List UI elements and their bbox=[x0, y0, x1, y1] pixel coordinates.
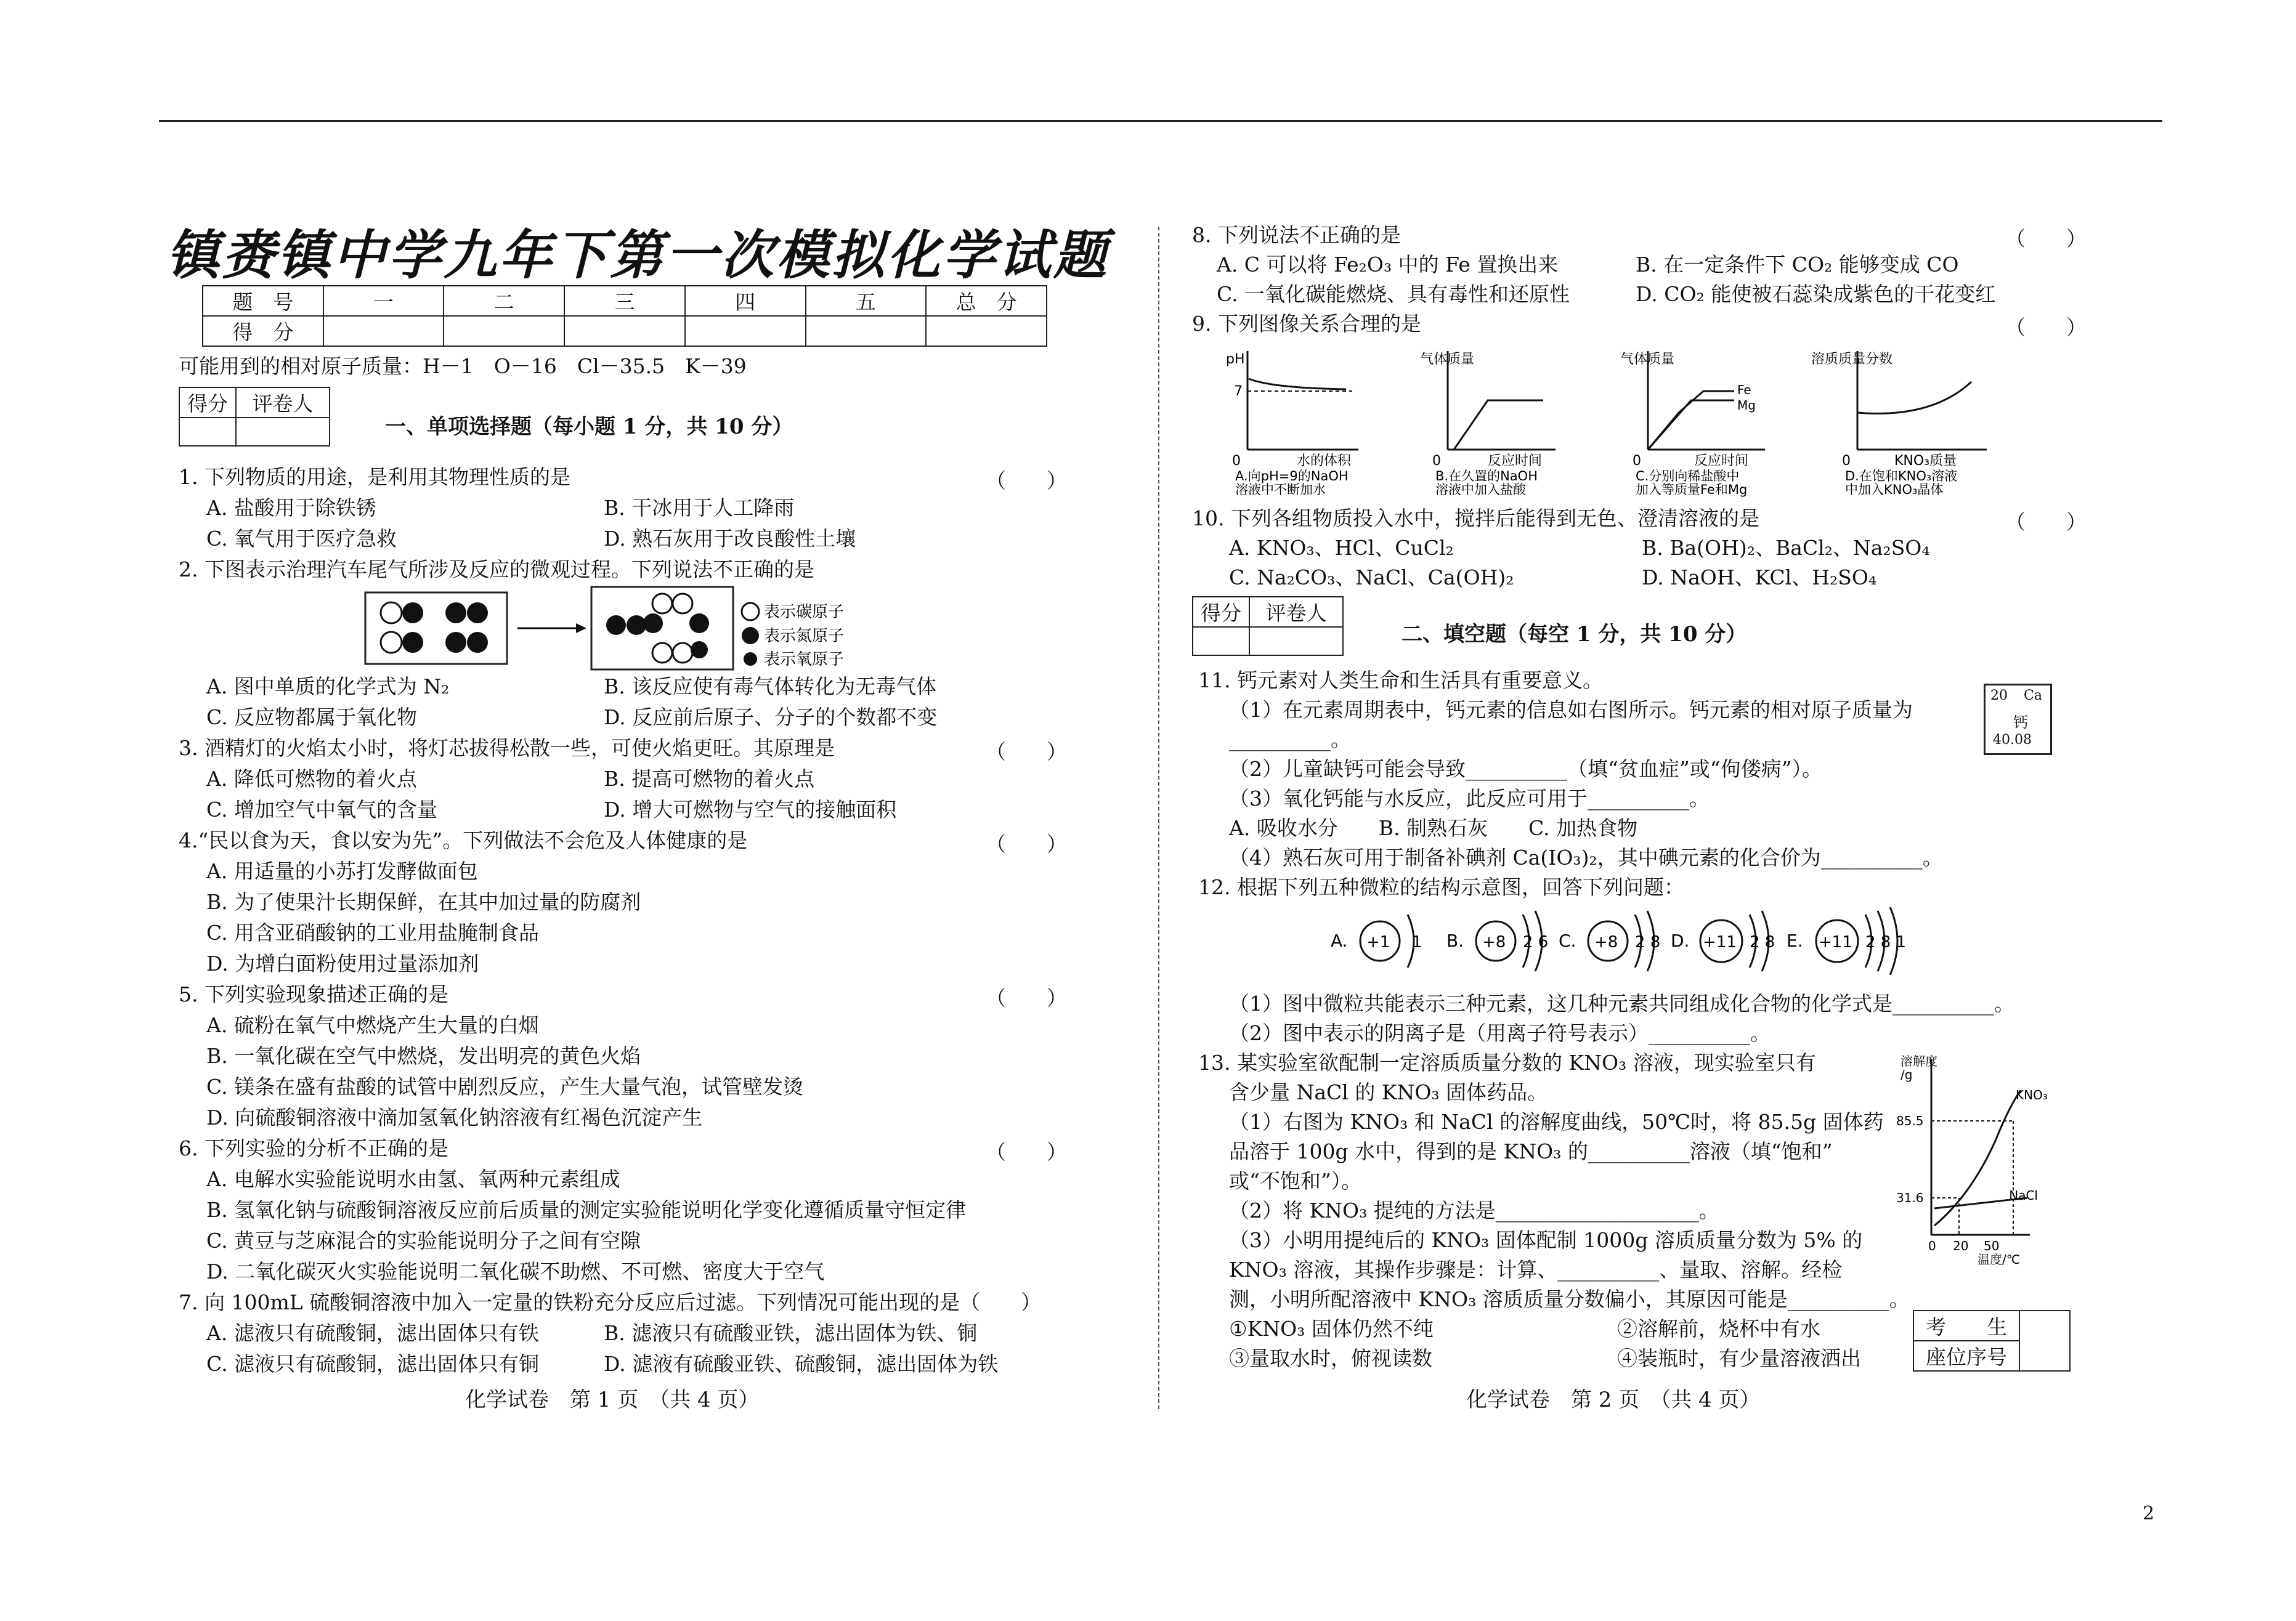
q3-option-c[interactable]: C. 增加空气中氧气的含量 bbox=[206, 798, 438, 822]
grader-score-cell[interactable] bbox=[179, 418, 236, 446]
grader-cell[interactable] bbox=[1249, 627, 1343, 655]
particle-e bbox=[1787, 907, 1906, 975]
q1-option-d[interactable]: D. 熟石灰用于改良酸性土壤 bbox=[604, 527, 856, 551]
tick-label: 85.5 bbox=[1896, 1114, 1924, 1128]
reaction-diagram bbox=[363, 585, 893, 671]
tick-label: 20 bbox=[1953, 1239, 1969, 1253]
axis-label: 反应时间 bbox=[1694, 453, 1749, 469]
graph-curve bbox=[1454, 400, 1543, 450]
q10-option-c[interactable]: C. Na₂CO₃、NaCl、Ca(OH)₂ bbox=[1229, 565, 1514, 589]
q8-stem: 8. 下列说法不正确的是 bbox=[1192, 223, 1401, 247]
graph-caption: 中加入KNO₃晶体 bbox=[1845, 482, 1944, 497]
q13-part1: （1）右图为 KNO₃ 和 NaCl 的溶解度曲线，50℃时，将 85.5g 固体药 bbox=[1229, 1110, 1884, 1134]
tick-label: 7 bbox=[1234, 384, 1243, 399]
element-name: 钙 bbox=[2013, 714, 2028, 731]
q13-part3-c: 测，小明所配溶液中 KNO₃ 溶质质量分数偏小，其原因可能是__________。 bbox=[1229, 1287, 1910, 1311]
score-table bbox=[202, 285, 1047, 347]
legend-label: 表示碳原子 bbox=[764, 603, 845, 621]
graph-curve bbox=[1249, 379, 1346, 389]
grader-label: 评卷人 bbox=[1249, 597, 1343, 627]
origin-label: 0 bbox=[1842, 453, 1851, 469]
q13-option-1[interactable]: ①KNO₃ 固体仍然不纯 bbox=[1229, 1317, 1434, 1341]
particle-label: E. bbox=[1787, 931, 1803, 951]
electron-config: 2 8 1 bbox=[1865, 933, 1907, 952]
q11-part3: （3）氧化钙能与水反应，此反应可用于__________。 bbox=[1229, 786, 1710, 810]
q2-option-d[interactable]: D. 反应前后原子、分子的个数都不变 bbox=[604, 705, 938, 729]
q4-option-c[interactable]: C. 用含亚硝酸钠的工业用盐腌制食品 bbox=[206, 921, 540, 945]
axis-label: 气体质量 bbox=[1420, 352, 1475, 367]
score-cell: 五 bbox=[806, 286, 927, 316]
particle-label: C. bbox=[1559, 931, 1576, 951]
q11-stem: 11. 钙元素对人类生命和生活具有重要意义。 bbox=[1198, 668, 1603, 692]
reactant-molecules bbox=[381, 602, 488, 653]
grader-score-label: 得分 bbox=[179, 387, 236, 418]
graph-caption: 溶液中加入盐酸 bbox=[1435, 482, 1526, 497]
grader-score-cell[interactable] bbox=[1193, 627, 1249, 655]
q13-part3: （3）小明用提纯后的 KNO₃ 固体配制 1000g 溶质质量分数为 5% 的 bbox=[1229, 1228, 1863, 1252]
q13-option-4[interactable]: ④装瓶时，有少量溶液洒出 bbox=[1617, 1346, 1861, 1370]
atomic-number: 20 bbox=[1990, 688, 2008, 703]
q3-option-a[interactable]: A. 降低可燃物的着火点 bbox=[206, 767, 417, 791]
axis-label: 溶解度 bbox=[1900, 1054, 1937, 1069]
q3-option-d[interactable]: D. 增大可燃物与空气的接触面积 bbox=[604, 798, 897, 822]
atomic-masses: 可能用到的相对原子质量：H－1 O－16 Cl－35.5 K－39 bbox=[179, 354, 747, 378]
origin-label: 0 bbox=[1432, 453, 1441, 469]
grader-cell[interactable] bbox=[236, 418, 330, 446]
section2-heading: 二、填空题（每空 1 分，共 10 分） bbox=[1402, 622, 1747, 647]
axis-label: /g bbox=[1900, 1067, 1913, 1082]
q11-part4: （4）熟石灰可用于制备补碘剂 Ca(IO₃)₂，其中碘元素的化合价为__________。 bbox=[1229, 846, 1943, 870]
axis-label: 溶质质量分数 bbox=[1811, 352, 1893, 367]
q12-part2: （2）图中表示的阴离子是（用离子符号表示）__________。 bbox=[1229, 1021, 1771, 1045]
series-label: KNO₃ bbox=[2016, 1088, 2048, 1102]
q6-stem: 6. 下列实验的分析不正确的是 bbox=[179, 1136, 448, 1160]
graph-curve-mg bbox=[1648, 400, 1734, 450]
electron-config: 2 6 bbox=[1523, 933, 1549, 952]
answer-paren[interactable]: （ ） bbox=[986, 1140, 1067, 1164]
kno3-curve bbox=[1934, 1090, 2021, 1226]
atomic-mass: 40.08 bbox=[1993, 732, 2032, 748]
q3-stem: 3. 酒精灯的火焰太小时，将灯芯拔得松散一些，可使火焰更旺。其原理是 bbox=[179, 736, 835, 760]
q7-stem: 7. 向 100mL 硫酸铜溶液中加入一定量的铁粉充分反应后过滤。下列情况可能出现的是（ ） bbox=[179, 1290, 1042, 1314]
solubility-curve-chart bbox=[1873, 1047, 2048, 1269]
q1-option-c[interactable]: C. 氧气用于医疗急救 bbox=[206, 527, 397, 551]
origin-label: 0 bbox=[1633, 453, 1641, 469]
top-rule bbox=[159, 120, 2162, 122]
legend-black-circle bbox=[742, 627, 759, 644]
series-label: Fe bbox=[1737, 382, 1751, 397]
score-input-cell[interactable] bbox=[806, 316, 927, 346]
q5-option-b[interactable]: B. 一氧化碳在空气中燃烧，发出明亮的黄色火焰 bbox=[206, 1044, 641, 1068]
q13-part1-b: 品溶于 100g 水中，得到的是 KNO₃ 的__________溶液（填“饱和” bbox=[1229, 1139, 1833, 1163]
score-cell: 一 bbox=[323, 286, 444, 316]
section1-heading: 一、单项选择题（每小题 1 分，共 10 分） bbox=[385, 414, 793, 439]
nucleus-charge: +11 bbox=[1819, 933, 1852, 952]
score-input-cell[interactable] bbox=[685, 316, 806, 346]
nucleus-charge: +1 bbox=[1366, 933, 1390, 952]
q10-option-d[interactable]: D. NaOH、KCl、H₂SO₄ bbox=[1642, 565, 1877, 589]
q8-option-d[interactable]: D. CO₂ 能使被石蕊染成紫色的干花变红 bbox=[1636, 282, 1996, 306]
q5-stem: 5. 下列实验现象描述正确的是 bbox=[179, 982, 448, 1006]
q4-option-d[interactable]: D. 为增白面粉使用过量添加剂 bbox=[206, 952, 479, 976]
q8-option-b[interactable]: B. 在一定条件下 CO₂ 能够变成 CO bbox=[1636, 253, 1959, 277]
axis-label: KNO₃质量 bbox=[1894, 453, 1957, 469]
q2-option-c[interactable]: C. 反应物都属于氧化物 bbox=[206, 705, 418, 729]
q13-option-2[interactable]: ②溶解前，烧杯中有水 bbox=[1617, 1317, 1820, 1341]
q13-stem-2: 含少量 NaCl 的 KNO₃ 固体药品。 bbox=[1229, 1080, 1548, 1104]
product-molecules bbox=[606, 594, 709, 663]
graph-curve bbox=[1857, 382, 1971, 413]
graph-caption: C.分别向稀盐酸中 bbox=[1636, 469, 1740, 483]
q4-stem: 4.“民以食为天，食以安为先”。下列做法不会危及人体健康的是 bbox=[179, 828, 748, 852]
graph-c bbox=[1620, 351, 1765, 497]
q5-option-a[interactable]: A. 硫粉在氧气中燃烧产生大量的白烟 bbox=[206, 1013, 539, 1037]
page-number: 2 bbox=[2143, 1503, 2155, 1524]
seat-label: 座位序号 bbox=[1913, 1341, 2019, 1371]
seat-label: 考 生 bbox=[1913, 1311, 2019, 1341]
axis-label: 水的体积 bbox=[1297, 453, 1352, 469]
graph-b bbox=[1420, 351, 1556, 497]
q13-stem: 13. 某实验室欲配制一定溶质质量分数的 KNO₃ 溶液，现实验室只有 bbox=[1198, 1051, 1816, 1075]
footer-right: 化学试卷 第 2 页 （共 4 页） bbox=[1466, 1388, 1761, 1412]
q11-part1: （1）在元素周期表中，钙元素的信息如右图所示。钙元素的相对原子质量为 bbox=[1229, 698, 1913, 722]
electron-config: 2 8 bbox=[1750, 933, 1775, 952]
score-input-cell[interactable] bbox=[323, 316, 444, 346]
score-cell: 二 bbox=[444, 286, 564, 316]
q13-option-3[interactable]: ③量取水时，俯视读数 bbox=[1229, 1346, 1432, 1370]
particle-label: A. bbox=[1331, 931, 1348, 951]
seat-number-cell[interactable] bbox=[2019, 1311, 2070, 1371]
series-label: Mg bbox=[1737, 398, 1756, 413]
legend-label: 表示氧原子 bbox=[764, 650, 845, 669]
score-input-cell[interactable] bbox=[926, 316, 1047, 346]
particle-label: B. bbox=[1446, 931, 1464, 951]
score-input-cell[interactable] bbox=[564, 316, 685, 346]
answer-paren[interactable]: （ ） bbox=[986, 740, 1067, 764]
grader-score-label: 得分 bbox=[1193, 597, 1249, 627]
footer-left: 化学试卷 第 1 页 （共 4 页） bbox=[465, 1388, 760, 1412]
element-symbol: Ca bbox=[2024, 688, 2042, 703]
tick-label: 50 bbox=[1984, 1239, 2000, 1253]
tick-label: 31.6 bbox=[1896, 1190, 1924, 1205]
q10-option-a[interactable]: A. KNO₃、HCl、CuCl₂ bbox=[1229, 536, 1454, 560]
graph-d bbox=[1811, 351, 1987, 497]
series-label: NaCl bbox=[2009, 1188, 2038, 1203]
particle-b bbox=[1446, 911, 1548, 971]
q6-option-b[interactable]: B. 氢氧化钠与硫酸铜溶液反应前后质量的测定实验能说明化学变化遵循质量守恒定律 bbox=[206, 1198, 967, 1222]
q2-stem: 2. 下图表示治理汽车尾气所涉及反应的微观过程。下列说法不正确的是 bbox=[179, 557, 814, 581]
q2-option-a[interactable]: A. 图中单质的化学式为 N₂ bbox=[206, 674, 450, 698]
seat-number-box bbox=[1913, 1310, 2071, 1372]
score-cell: 得 分 bbox=[203, 316, 323, 346]
nucleus-charge: +8 bbox=[1482, 933, 1506, 952]
electron-config: 2 8 bbox=[1635, 933, 1661, 952]
answer-paren[interactable]: （ ） bbox=[2005, 315, 2087, 339]
grader-box-2 bbox=[1192, 596, 1344, 656]
answer-paren[interactable]: （ ） bbox=[986, 986, 1067, 1010]
nucleus-charge: +11 bbox=[1703, 933, 1737, 952]
calcium-element-card bbox=[1984, 684, 2052, 755]
graph-caption: D.在饱和KNO₃溶液 bbox=[1845, 469, 1958, 483]
q4-option-b[interactable]: B. 为了使果汁长期保鲜，在其中加过量的防腐剂 bbox=[206, 890, 641, 914]
exam-title: 镇赉镇中学九年下第一次模拟化学试题 bbox=[166, 224, 1109, 286]
axis-label: pH bbox=[1226, 352, 1245, 367]
q6-option-d[interactable]: D. 二氧化碳灭火实验能说明二氧化碳不助燃、不可燃、密度大于空气 bbox=[206, 1259, 825, 1283]
legend-label: 表示氮原子 bbox=[764, 627, 845, 645]
grader-box-1 bbox=[179, 387, 330, 447]
score-cell: 题 号 bbox=[203, 286, 323, 316]
q7-option-c[interactable]: C. 滤液只有硫酸铜，滤出固体只有铜 bbox=[206, 1352, 540, 1376]
q3-option-b[interactable]: B. 提高可燃物的着火点 bbox=[604, 767, 815, 791]
q10-option-b[interactable]: B. Ba(OH)₂、BaCl₂、Na₂SO₄ bbox=[1642, 536, 1930, 560]
score-cell: 四 bbox=[685, 286, 806, 316]
graph-caption: B.在久置的NaOH bbox=[1435, 469, 1538, 483]
answer-paren[interactable]: （ ） bbox=[2005, 510, 2087, 534]
q12-part1: （1）图中微粒共能表示三种元素，这几种元素共同组成化合物的化学式是__________。 bbox=[1229, 992, 2014, 1016]
graph-a bbox=[1226, 351, 1358, 497]
q8-option-c[interactable]: C. 一氧化碳能燃烧、具有毒性和还原性 bbox=[1217, 282, 1570, 306]
particle-a bbox=[1331, 915, 1422, 968]
graph-caption: 加入等质量Fe和Mg bbox=[1636, 482, 1748, 497]
q9-graphs bbox=[1223, 345, 2073, 499]
q13-part2: （2）将 KNO₃ 提纯的方法是____________________。 bbox=[1229, 1199, 1719, 1223]
score-cell: 三 bbox=[564, 286, 685, 316]
q1-option-a[interactable]: A. 盐酸用于除铁锈 bbox=[206, 496, 376, 520]
graph-caption: A.向pH=9的NaOH bbox=[1235, 469, 1349, 483]
graph-caption: 溶液中不断加水 bbox=[1235, 482, 1326, 497]
particle-d bbox=[1671, 911, 1775, 971]
q11-part2: （2）儿童缺钙可能会导致__________（填“贫血症”或“佝偻病”）。 bbox=[1229, 757, 1822, 781]
nucleus-charge: +8 bbox=[1594, 933, 1618, 952]
q7-option-a[interactable]: A. 滤液只有硫酸铜，滤出固体只有铁 bbox=[206, 1321, 539, 1345]
particle-label: D. bbox=[1671, 931, 1690, 951]
column-divider bbox=[1158, 227, 1159, 1409]
electron-config: 1 bbox=[1412, 933, 1422, 952]
q6-option-c[interactable]: C. 黄豆与芝麻混合的实验能说明分子之间有空隙 bbox=[206, 1229, 641, 1253]
q11-part3-options[interactable]: A. 吸收水分 B. 制熟石灰 C. 加热食物 bbox=[1229, 816, 1638, 840]
q1-option-b[interactable]: B. 干冰用于人工降雨 bbox=[604, 496, 795, 520]
q13-part1-c: 或“不饱和”）。 bbox=[1229, 1169, 1362, 1193]
q2-option-b[interactable]: B. 该反应使有毒气体转化为无毒气体 bbox=[604, 674, 937, 698]
q1-stem: 1. 下列物质的用途，是利用其物理性质的是 bbox=[179, 465, 570, 489]
q5-option-c[interactable]: C. 镁条在盛有盐酸的试管中剧烈反应，产生大量气泡，试管壁发烫 bbox=[206, 1075, 804, 1099]
q7-option-b[interactable]: B. 滤液只有硫酸亚铁，滤出固体为铁、铜 bbox=[604, 1321, 978, 1345]
axis-label: 温度/℃ bbox=[1978, 1252, 2021, 1267]
q12-stem: 12. 根据下列五种微粒的结构示意图，回答下列问题： bbox=[1198, 875, 1684, 899]
origin-label: 0 bbox=[1232, 453, 1241, 469]
legend-small-black-circle bbox=[744, 652, 757, 666]
particle-c bbox=[1559, 911, 1660, 971]
q13-part3-b: KNO₃ 溶液，其操作步骤是：计算、__________、量取、溶解。经检 bbox=[1229, 1258, 1843, 1282]
q6-option-a[interactable]: A. 电解水实验能说明水由氢、氧两种元素组成 bbox=[206, 1167, 620, 1191]
q4-option-a[interactable]: A. 用适量的小苏打发酵做面包 bbox=[206, 859, 478, 883]
q9-stem: 9. 下列图像关系合理的是 bbox=[1192, 312, 1421, 336]
answer-paren[interactable]: （ ） bbox=[986, 832, 1067, 856]
axis-label: 气体质量 bbox=[1620, 352, 1675, 367]
particle-structure-diagrams bbox=[1331, 902, 1947, 982]
grader-label: 评卷人 bbox=[236, 387, 330, 418]
tick-label: 0 bbox=[1928, 1239, 1936, 1253]
q7-option-d[interactable]: D. 滤液有硫酸亚铁、硫酸铜，滤出固体为铁 bbox=[604, 1352, 999, 1376]
answer-blank[interactable]: __________。 bbox=[1229, 727, 1351, 751]
score-input-cell[interactable] bbox=[444, 316, 564, 346]
q5-option-d[interactable]: D. 向硫酸铜溶液中滴加氢氧化钠溶液有红褐色沉淀产生 bbox=[206, 1106, 703, 1130]
axis-label: 反应时间 bbox=[1488, 453, 1543, 469]
score-cell: 总 分 bbox=[926, 286, 1047, 316]
legend-white-circle bbox=[742, 603, 759, 620]
answer-paren[interactable]: （ ） bbox=[986, 469, 1067, 493]
answer-paren[interactable]: （ ） bbox=[2005, 227, 2087, 251]
q8-option-a[interactable]: A. C 可以将 Fe₂O₃ 中的 Fe 置换出来 bbox=[1217, 253, 1559, 277]
q10-stem: 10. 下列各组物质投入水中，搅拌后能得到无色、澄清溶液的是 bbox=[1192, 506, 1759, 530]
